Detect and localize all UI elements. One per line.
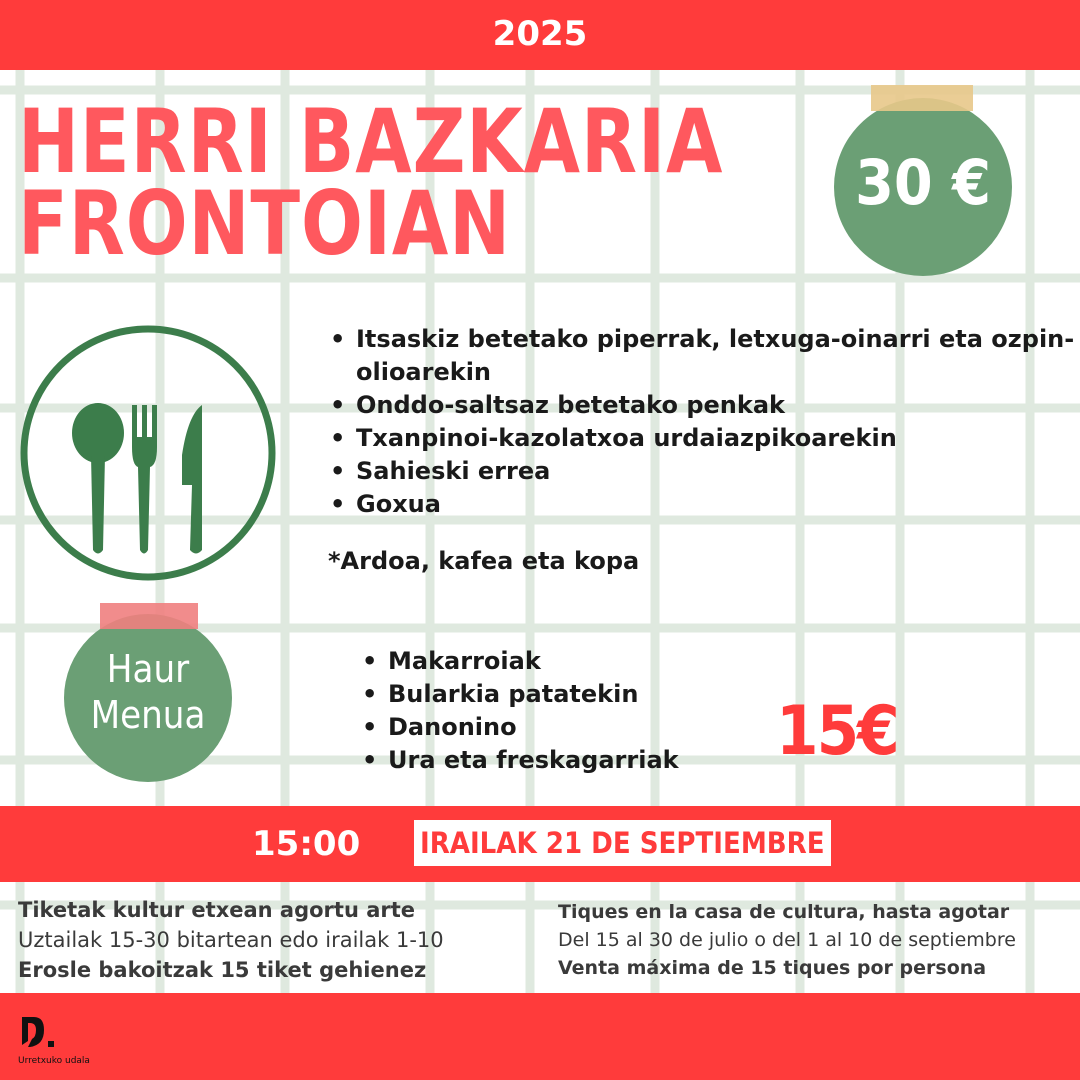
kids-menu-item: • Ura eta freskagarriak [362,744,679,777]
ticket-info-line: Del 15 al 30 de julio o del 1 al 10 de septiembre [558,929,1016,951]
ticket-info-line: Tiketak kultur etxean agortu arte [18,898,416,922]
kids-menu-item: • Makarroiak [362,645,679,678]
ticket-info-line: Uztailak 15-30 bitartean edo irailak 1-10 [18,928,444,952]
menu-list [330,323,1075,521]
title-line-2: FRONTOIAN [18,172,512,275]
ticket-info-line: Venta máxima de 15 tiques por persona [558,957,987,979]
menu-item: • Goxua [330,488,1075,521]
kids-menu-item: • Danonino [362,711,679,744]
kids-menu-label [64,646,232,738]
tape-decoration [871,85,973,111]
kids-menu-item: • Bularkia patatekin [362,678,679,711]
event-date-box [414,820,831,866]
ticket-info-basque [18,895,444,985]
event-date: IRAILAK 21 DE SEPTIEMBRE [420,826,825,860]
tape-decoration [100,603,198,629]
title-line-1: HERRI BAZKARIA [18,90,724,193]
drinks-note: *Ardoa, kafea eta kopa [328,547,640,575]
menu-item: • Onddo-saltsaz betetako penkak [330,389,1075,422]
menu-item: • Txanpinoi-kazolatxoa urdaiazpikoarekin [330,422,1075,455]
kids-menu-label-line-1: Haur [106,647,190,691]
price-label: 30 € [855,146,991,219]
cutlery-icon [20,325,276,581]
menu-item: • Itsaskiz betetako piperrak, letxuga-oinarri eta ozpin-olioarekin [330,323,1075,389]
logo-icon [18,1015,78,1049]
footer-banner [0,993,1080,1080]
kids-menu-label-line-2: Menua [90,693,206,737]
menu-item: • Sahieski errea [330,455,1075,488]
ticket-info-spanish [558,898,1016,982]
ticket-info-line: Erosle bakoitzak 15 tiket gehienez [18,958,427,982]
event-time: 15:00 [252,824,361,864]
year-label: 2025 [492,14,588,54]
kids-menu-list [362,645,679,777]
ticket-info-line: Tiques en la casa de cultura, hasta agotar [558,901,1010,923]
kids-price: 15€ [776,692,898,771]
logo-text: Urretxuko udala [18,1056,90,1066]
